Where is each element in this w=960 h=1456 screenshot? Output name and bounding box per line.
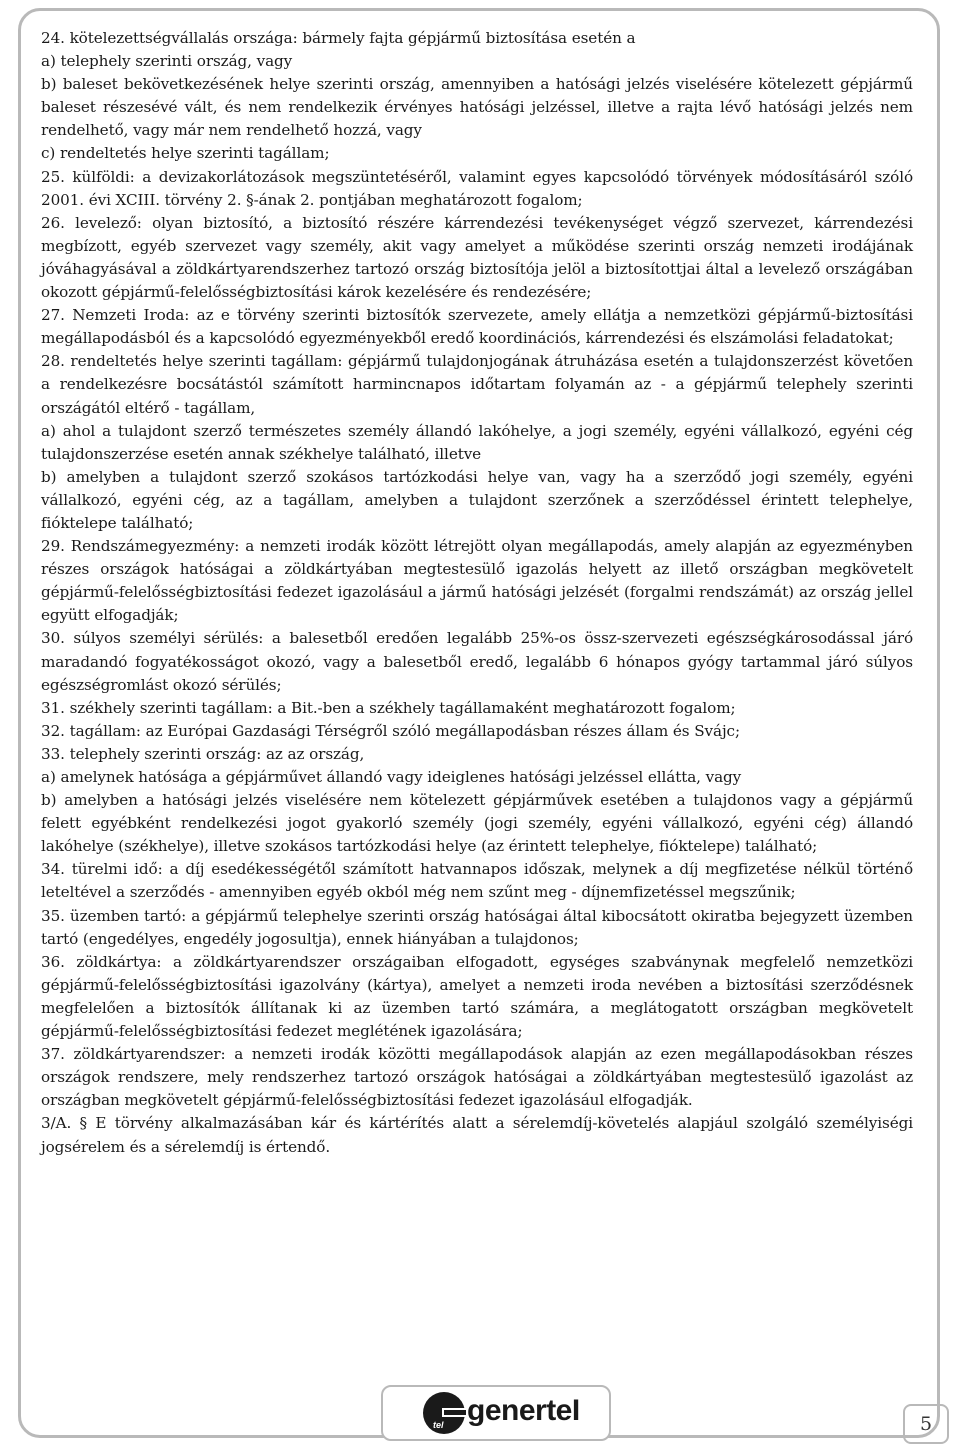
paragraph-24: 24. kötelezettségvállalás országa: bármely fajta gépjármű biztosítása esetén a [41,29,636,47]
paragraph-32: 32. tagállam: az Európai Gazdasági Térségről szóló megállapodásban részes állam és Svájc; [41,721,740,740]
paragraph-33-b: b) amelyben a hatósági jelzés viselésére nem kötelezett gépjárművek esetében a tulajdonos vagy a gépjármű felett egyébként rendelkezési jogot gyakorló személy (jogi személy, egyéni vállalkozó, egyéni cég) állandó lakóhelye (székhelye), illetve szokásos tartózkodási helye (az érintett telephelye, fióktelepe) található; [41,791,913,856]
paragraph-24-a: a) telephely szerinti ország, vagy [41,52,293,71]
paragraph-24-c: c) rendeltetés helye szerinti tagállam; [41,144,330,163]
paragraph-34: 34. türelmi idő: a díj esedékességétől számított hatvannapos időszak, melynek a díj megfizetése nélkül történő leteltével a szerződés - amennyiben egyéb okból még nem szűnt meg - díjnemfizetéssel megszűnik; [41,860,913,902]
paragraph-29: 29. Rendszámegyezmény: a nemzeti irodák között létrejött olyan megállapodás, amely alapján az egyezményben részes országok hatóságai a zöldkártyában megtestesülő igazolás helyett az illető országban megkövetelt gépjármű-felelősségbiztosítási fedezet igazolásául a jármű hatósági jelzését (forgalmi rendszámát) az ország jellel együtt elfogadják; [41,537,913,625]
paragraph-28-b: b) amelyben a tulajdont szerző szokásos tartózkodási helye van, vagy ha a szerződő jogi személy, egyéni vállalkozó, egyéni cég, az a tagállam, amelyben a tulajdont szerzőnek a szerződéssel érintett telephelye, fióktelepe található; [41,467,913,532]
paragraph-27: 27. Nemzeti Iroda: az e törvény szerinti biztosítók szervezete, amely ellátja a nemzetközi gépjármű-biztosítási megállapodásból és a kapcsolódó egyezményekből eredő koordinációs, kárrendezési és elszámolási feladatokat; [41,306,913,348]
logo-mark-text: tel [433,1420,444,1430]
page-number: 5 [903,1404,949,1444]
paragraph-28: 28. rendeltetés helye szerinti tagállam: gépjármű tulajdonjogának átruházása esetén a tulajdonszerzést követően a rendelkezésre bocsátástól számított harmincnapos időtartam folyamán az - a gépjármű telephely szerinti országától eltérő - tagállam, [41,352,913,417]
paragraph-36: 36. zöldkártya: a zöldkártyarendszer országaiban elfogadott, egységes szabványnak megfelelő nemzetközi gépjármű-felelősségbiztosítási igazolvány (kártya), amelyet a nemzeti iroda nevében a biztosítási szerződésnek megfelelően a biztosítók állítanak ki az üzemben tartó számára, a meglátogatott országban megkövetelt gépjármű-felelősségbiztosítási fedezet meglétének igazolására; [41,952,913,1041]
genertel-logo-icon [421,1390,467,1436]
paragraph-31: 31. székhely szerinti tagállam: a Bit.-ben a székhely tagállamaként meghatározott fogalom; [41,698,736,717]
paragraph-25: 25. külföldi: a devizakorlátozások megszüntetéséről, valamint egyes kapcsolódó törvények módosításáról szóló 2001. évi XCIII. törvény 2. §-ának 2. pontjában meghatározott fogalom; [41,167,913,209]
paragraph-24-b: b) baleset bekövetkezésének helye szerinti ország, amennyiben a hatósági jelzés viselésére kötelezett gépjármű baleset részesévé vált, és nem rendelkezik érvényes hatósági jelzéssel, illetve a rajta lévő hatósági jelzés nem rendelhető, vagy már nem rendelhető hozzá, vagy [41,75,913,140]
logo-wordmark: generteI [467,1394,580,1427]
document-body [41,27,913,1159]
paragraph-30: 30. súlyos személyi sérülés: a balesetből eredően legalább 25%-os össz-szervezeti egészségkárosodással járó maradandó fogyatékosságot okozó, vagy a balesetből eredő, legalább 6 hónapos gyógy tartammal járó súlyos egészségromlást okozó sérülés; [41,629,913,694]
paragraph-26: 26. levelező: olyan biztosító, a biztosító részére kárrendezési tevékenységet végző szervezet, kárrendezési megbízott, egyéb szervezet vagy személy, akit vagy amelyet a működése szerinti ország nemzeti irodájának jóváhagyásával a zöldkártyarendszerhez tartozó ország biztosítója jelöl a biztosítottjai által a levelező országában okozott gépjármű-felelősségbiztosítási károk kezelésére és rendezésére; [41,213,913,302]
paragraph-35: 35. üzemben tartó: a gépjármű telephelye szerinti ország hatóságai által kibocsátott okiratba bejegyzett üzemben tartó (engedélyes, engedély jogosultja), ennek hiányában a tulajdonos; [41,906,913,948]
footer-logo [381,1385,611,1441]
paragraph-3a: 3/A. § E törvény alkalmazásában kár és kártérítés alatt a sérelemdíj-követelés alapjául szolgáló személyiségi jogsérelem és a sérelemdíj is értendő. [41,1114,913,1156]
paragraph-37: 37. zöldkártyarendszer: a nemzeti irodák közötti megállapodások alapján az ezen megállapodásokban részes országok rendszere, mely rendszerhez tartozó országok hatóságai a zöldkártyában megtestesülő igazolást az országban megkövetelt gépjármű-felelősségbiztosítási fedezet igazolásául elfogadják. [41,1045,913,1110]
paragraph-33-a: a) amelynek hatósága a gépjárművet állandó vagy ideiglenes hatósági jelzéssel ellátta, vagy [41,768,742,786]
paragraph-28-a: a) ahol a tulajdont szerző természetes személy állandó lakóhelye, a jogi személy, egyéni vállalkozó, egyéni cég tulajdonszerzése esetén annak székhelye található, illetve [41,421,913,463]
paragraph-33: 33. telephely szerinti ország: az az ország, [41,744,365,763]
